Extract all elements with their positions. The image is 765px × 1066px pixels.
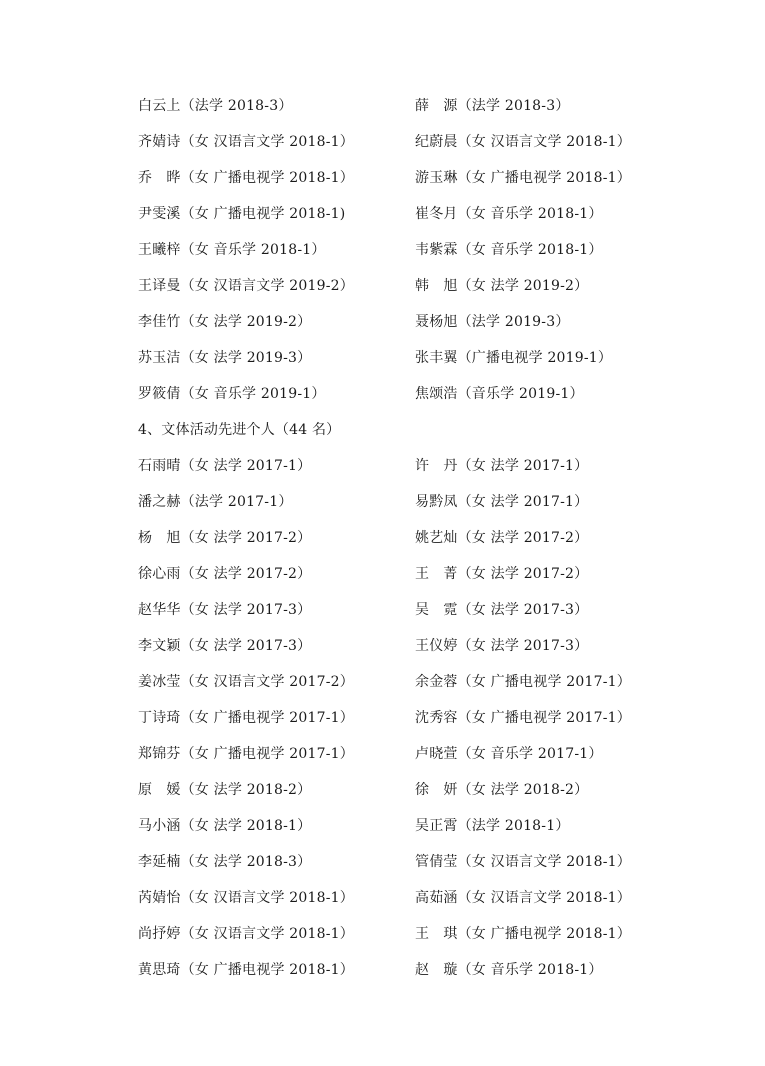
list-entry: 焦颂浩（音乐学 2019-1）	[415, 386, 584, 402]
list-entry: 芮婧怡（女 汉语言文学 2018-1）	[138, 890, 354, 906]
list-entry: 李延楠（女 法学 2018-3）	[138, 854, 312, 870]
list-row	[138, 88, 658, 124]
list-entry: 徐 妍（女 法学 2018-2）	[415, 782, 589, 798]
list-entry: 高茹涵（女 汉语言文学 2018-1）	[415, 890, 631, 906]
list-row	[138, 124, 658, 160]
list-row	[138, 628, 658, 664]
list-row	[138, 232, 658, 268]
award-list	[138, 88, 658, 988]
list-row	[138, 952, 658, 988]
list-row	[138, 160, 658, 196]
list-row	[138, 340, 658, 376]
list-entry: 潘之赫（法学 2017-1）	[138, 494, 293, 510]
list-entry: 徐心雨（女 法学 2017-2）	[138, 566, 312, 582]
list-entry: 赵华华（女 法学 2017-3）	[138, 602, 312, 618]
list-entry: 尚抒婷（女 汉语言文学 2018-1）	[138, 926, 354, 942]
list-entry: 韩 旭（女 法学 2019-2）	[415, 278, 589, 294]
list-entry: 崔冬月（女 音乐学 2018-1）	[415, 206, 603, 222]
list-entry: 王曦梓（女 音乐学 2018-1）	[138, 242, 326, 258]
list-entry: 姜冰莹（女 汉语言文学 2017-2）	[138, 674, 354, 690]
list-entry: 李文颖（女 法学 2017-3）	[138, 638, 312, 654]
list-entry: 易黔凤（女 法学 2017-1）	[415, 494, 589, 510]
list-row	[138, 376, 658, 412]
list-entry: 丁诗琦（女 广播电视学 2017-1）	[138, 710, 354, 726]
list-entry: 黄思琦（女 广播电视学 2018-1）	[138, 962, 354, 978]
list-entry: 白云上（法学 2018-3）	[138, 98, 293, 114]
list-entry: 乔 晔（女 广播电视学 2018-1）	[138, 170, 354, 186]
list-entry: 王 菁（女 法学 2017-2）	[415, 566, 589, 582]
list-entry: 原 媛（女 法学 2018-2）	[138, 782, 312, 798]
list-entry: 郑锦芬（女 广播电视学 2017-1）	[138, 746, 354, 762]
list-entry: 许 丹（女 法学 2017-1）	[415, 458, 589, 474]
list-entry: 尹雯溪（女 广播电视学 2018-1)	[138, 206, 346, 222]
section-heading: 4、文体活动先进个人（44 名）	[138, 422, 341, 438]
list-row	[138, 448, 658, 484]
list-entry: 沈秀容（女 广播电视学 2017-1）	[415, 710, 631, 726]
list-entry: 罗筱倩（女 音乐学 2019-1）	[138, 386, 326, 402]
list-entry: 余金蓉（女 广播电视学 2017-1）	[415, 674, 631, 690]
list-entry: 李佳竹（女 法学 2019-2）	[138, 314, 312, 330]
list-entry: 聂杨旭（法学 2019-3）	[415, 314, 570, 330]
list-entry: 游玉琳（女 广播电视学 2018-1）	[415, 170, 631, 186]
list-row	[138, 916, 658, 952]
section-heading-row	[138, 412, 658, 448]
list-row	[138, 844, 658, 880]
list-row	[138, 520, 658, 556]
list-row	[138, 664, 658, 700]
list-entry: 吴 霓（女 法学 2017-3）	[415, 602, 589, 618]
list-row	[138, 592, 658, 628]
list-entry: 韦紫霖（女 音乐学 2018-1）	[415, 242, 603, 258]
list-entry: 管倩莹（女 汉语言文学 2018-1）	[415, 854, 631, 870]
list-row	[138, 196, 658, 232]
list-row	[138, 304, 658, 340]
list-row	[138, 700, 658, 736]
list-entry: 石雨晴（女 法学 2017-1）	[138, 458, 312, 474]
list-entry: 王仪婷（女 法学 2017-3）	[415, 638, 589, 654]
list-entry: 马小涵（女 法学 2018-1）	[138, 818, 312, 834]
list-entry: 齐婧诗（女 汉语言文学 2018-1）	[138, 134, 354, 150]
list-row	[138, 808, 658, 844]
list-entry: 苏玉洁（女 法学 2019-3）	[138, 350, 312, 366]
list-entry: 纪蔚晨（女 汉语言文学 2018-1）	[415, 134, 631, 150]
list-entry: 吴正霄（法学 2018-1）	[415, 818, 570, 834]
list-entry: 杨 旭（女 法学 2017-2）	[138, 530, 312, 546]
list-entry: 姚艺灿（女 法学 2017-2）	[415, 530, 589, 546]
list-row	[138, 772, 658, 808]
list-entry: 张丰翼（广播电视学 2019-1）	[415, 350, 613, 366]
list-entry: 王 琪（女 广播电视学 2018-1）	[415, 926, 631, 942]
list-row	[138, 484, 658, 520]
list-entry: 赵 璇（女 音乐学 2018-1）	[415, 962, 603, 978]
list-entry: 卢晓萱（女 音乐学 2017-1）	[415, 746, 603, 762]
list-entry: 王译曼（女 汉语言文学 2019-2）	[138, 278, 354, 294]
list-row	[138, 736, 658, 772]
list-entry: 薛 源（法学 2018-3）	[415, 98, 570, 114]
list-row	[138, 268, 658, 304]
list-row	[138, 880, 658, 916]
list-row	[138, 556, 658, 592]
